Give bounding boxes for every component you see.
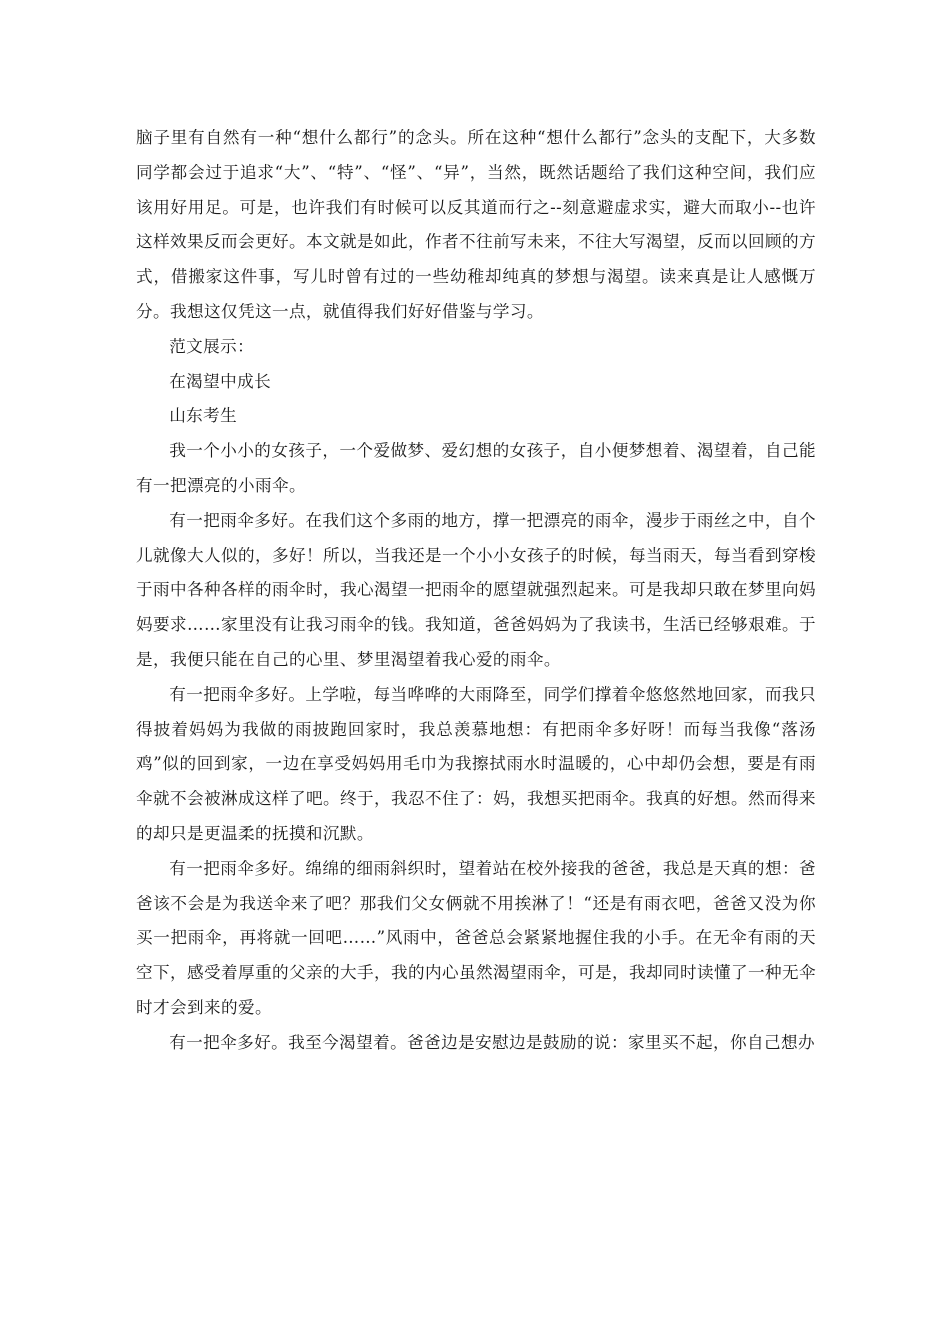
essay-author: 山东考生 xyxy=(169,406,238,426)
essay-paragraph: 有一把雨伞多好。绵绵的细雨斜织时，望着站在校外接我的爸爸，我总是天真的想：爸爸该不会是为我送伞来了吧？那我们父女俩就不用挨淋了！“还是有雨衣吧，爸爸又没为你买一把雨伞，再将就一回吧……”风雨中，爸爸总会紧紧地握住我的小手。在无伞有雨的天空下，感受着厚重的父亲的大手，我的内心虽然渴望雨伞，可是，我却同时读懂了一种无伞时才会到来的爱。 xyxy=(136,858,816,1017)
essay-title: 在渴望中成长 xyxy=(169,371,272,391)
essay-paragraph: 有一把雨伞多好。上学啦，每当哗哗的大雨降至，同学们撑着伞悠悠然地回家，而我只得披着妈妈为我做的雨披跑回家时，我总羡慕地想：有把雨伞多好呀！而每当我像“落汤鸡”似的回到家，一边在享受妈妈用毛巾为我擦拭雨水时温暖的，心中却仍会想，要是有雨伞就不会被淋成这样了吧。终于，我忍不住了：妈，我想买把雨伞。我真的好想。然而得来的却只是更温柔的抚摸和沉默。 xyxy=(136,684,816,843)
sample-essay-label: 范文展示： xyxy=(169,336,255,356)
commentary-paragraph: 脑子里有自然有一种“想什么都行”的念头。所在这种“想什么都行”念头的支配下，大多数同学都会过于追求“大”、“特”、“怪”、“异”，当然，既然话题给了我们这种空间，我们应该用好用足。可是，也许我们有时候可以反其道而行之--刻意避虚求实，避大而取小--也许这样效果反而会更好。本文就是如此，作者不往前写未来，不往大写渴望，反而以回顾的方式，借搬家这件事，写儿时曾有过的一些幼稚却纯真的梦想与渴望。读来真是让人感慨万分。我想这仅凭这一点，就值得我们好好借鉴与学习。 xyxy=(136,128,816,321)
essay-paragraph: 我一个小小的女孩子，一个爱做梦、爱幻想的女孩子，自小便梦想着、渴望着，自己能有一把漂亮的小雨伞。 xyxy=(136,441,816,495)
essay-paragraph: 有一把雨伞多好。在我们这个多雨的地方，撑一把漂亮的雨伞，漫步于雨丝之中，自个儿就像大人似的，多好！所以，当我还是一个小小女孩子的时候，每当雨天，每当看到穿梭于雨中各种各样的雨伞时，我心渴望一把雨伞的愿望就强烈起来。可是我却只敢在梦里向妈妈要求……家里没有让我习雨伞的钱。我知道，爸爸妈妈为了我读书，生活已经够艰难。于是，我便只能在自己的心里、梦里渴望着我心爱的雨伞。 xyxy=(136,510,816,669)
document-body xyxy=(136,121,816,1061)
essay-paragraph: 有一把伞多好。我至今渴望着。爸爸边是安慰边是鼓励的说：家里买不起，你自己想办 xyxy=(169,1032,815,1052)
